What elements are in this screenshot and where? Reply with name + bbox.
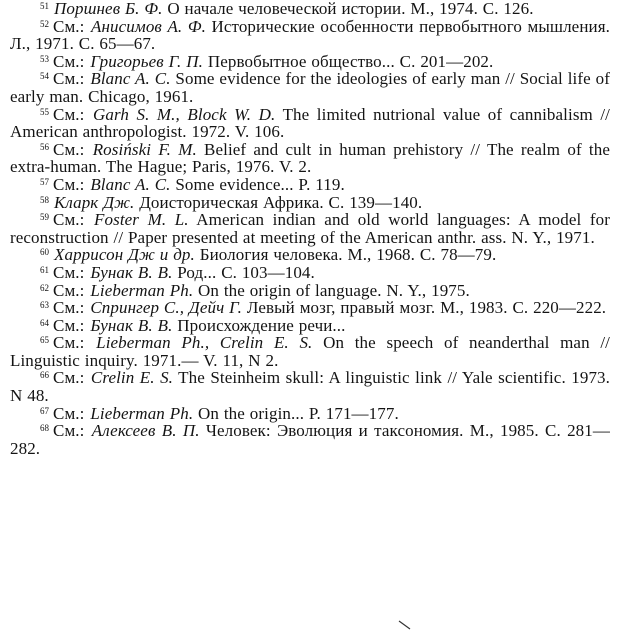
footnote-author: Blanc A. C. <box>90 69 171 89</box>
footnote-author: Бунак В. В. <box>90 262 173 282</box>
footnote-57 <box>10 176 610 194</box>
footnote-number: 66 <box>40 370 49 381</box>
footnote-title: Belief and cult in human prehistory // The realm of the extra-human. The Hague; Paris, 1976. V. 2. <box>10 139 610 177</box>
footnote-title: Левый мозг, правый мозг. М., 1983. С. 220—222. <box>241 298 607 318</box>
footnote-54 <box>10 70 610 105</box>
footnote-author: Алексеев В. П. <box>91 421 200 441</box>
footnote-author: Blanc A. C. <box>90 174 171 194</box>
footnote-number: 65 <box>40 335 49 346</box>
footnote-number: 54 <box>40 71 49 82</box>
footnote-title: On the origin of language. N. Y., 1975. <box>193 280 470 300</box>
footnote-number: 62 <box>40 282 49 293</box>
footnote-author: Lieberman Ph., Crelin E. S. <box>96 333 313 353</box>
footnote-number: 53 <box>40 53 49 64</box>
footnote-title: American indian and old world languages: A model for reconstruction // Paper presented at meeting of the American anthr. ass. N. Y., 1971. <box>10 210 610 247</box>
footnote-author: Rosiński F. M. <box>92 139 197 159</box>
footnote-number: 56 <box>40 141 49 152</box>
footnote-53 <box>10 53 610 71</box>
footnote-title: Первобытное общество... С. 201—202. <box>203 51 494 71</box>
footnote-title: The Steinheim skull: A linguistic link // Yale scientific. 1973. N 48. <box>10 368 610 406</box>
footnote-title: On the speech of neanderthal man // Linguistic inquiry. 1971.— V. 11, N 2. <box>10 333 610 370</box>
footnote-number: 63 <box>40 300 49 311</box>
footnote-title: Исторические особенности первобытного мышления. Л., 1971. С. 65—67. <box>10 16 610 54</box>
footnote-author: Харрисон Дж и др. <box>54 245 195 265</box>
footnote-number: 51 <box>40 1 49 11</box>
footnote-59 <box>10 211 610 246</box>
footnote-number: 68 <box>40 423 49 434</box>
footnote-title: О начале человеческой истории. М., 1974. С. 126. <box>162 0 534 18</box>
footnote-56 <box>10 141 610 176</box>
footnote-title: Род... С. 103—104. <box>172 262 315 282</box>
footnote-number: 61 <box>40 264 49 275</box>
footnote-55 <box>10 106 610 141</box>
footnote-title: Человек: Эволюция и таксономия. М., 1985. С. 281—282. <box>10 421 610 458</box>
footnote-number: 57 <box>40 176 49 187</box>
footnote-author: Garh S. M., Block W. D. <box>92 104 276 124</box>
footnote-author: Кларк Дж. <box>54 192 135 212</box>
footnote-63 <box>10 299 610 317</box>
footnote-61 <box>10 264 610 282</box>
footnote-number: 55 <box>40 106 49 117</box>
footnote-prefix: См.: <box>53 315 90 335</box>
footnote-51 <box>10 0 610 18</box>
footnote-title: Доисторическая Африка. С. 139—140. <box>134 192 423 212</box>
footnotes-page <box>10 0 610 457</box>
footnote-67 <box>10 405 610 423</box>
footnote-list <box>10 0 610 457</box>
footnote-author: Бунак В. В. <box>90 315 173 335</box>
footnote-prefix: См.: <box>53 210 94 230</box>
footnote-60 <box>10 246 610 264</box>
footnote-58 <box>10 194 610 212</box>
footnote-title: Происхождение речи... <box>172 315 346 335</box>
footnote-title: Some evidence... P. 119. <box>170 174 345 194</box>
footnote-author: Lieberman Ph. <box>90 403 194 423</box>
footnote-prefix: См.: <box>53 298 90 318</box>
footnote-number: 58 <box>40 194 49 205</box>
footnote-prefix: См.: <box>53 16 91 36</box>
footnote-prefix: См.: <box>53 421 91 441</box>
footnote-prefix: См.: <box>53 139 92 159</box>
footnote-64 <box>10 317 610 335</box>
footnote-prefix: См.: <box>53 262 90 282</box>
footnote-number: 59 <box>40 212 49 223</box>
footnote-prefix: См.: <box>53 104 92 124</box>
footnote-author: Foster M. L. <box>94 210 189 230</box>
footnote-author: Григорьев Г. П. <box>90 51 203 71</box>
footnote-author: Поршнев Б. Ф. <box>54 0 163 18</box>
footnote-title: The limited nutrional value of cannibalism // American anthropologist. 1972. V. 106. <box>10 104 611 142</box>
footnote-52 <box>10 18 610 53</box>
footnote-number: 64 <box>40 317 49 328</box>
footnote-number: 52 <box>40 18 49 29</box>
footnote-title: Биология человека. М., 1968. С. 78—79. <box>194 245 497 265</box>
footnote-prefix: См.: <box>53 403 90 423</box>
footnote-68 <box>10 422 610 457</box>
footnote-title: On the origin... P. 171—177. <box>193 403 399 423</box>
footnote-prefix: См.: <box>53 280 90 300</box>
footnote-66 <box>10 369 610 404</box>
footnote-prefix: См.: <box>53 368 90 388</box>
footnote-author: Анисимов А. Ф. <box>91 16 206 36</box>
footnote-62 <box>10 282 610 300</box>
footnote-prefix: См.: <box>53 333 96 353</box>
stray-mark <box>398 620 412 630</box>
footnote-prefix: См.: <box>53 51 90 71</box>
footnote-prefix: См.: <box>53 174 90 194</box>
footnote-title: Some evidence for the ideologies of early man // Social life of early man. Chicago, 1961. <box>10 69 610 106</box>
footnote-number: 60 <box>40 247 49 258</box>
footnote-author: Crelin E. S. <box>90 368 174 388</box>
footnote-author: Спрингер С., Дейч Г. <box>90 298 242 318</box>
footnote-number: 67 <box>40 405 49 416</box>
footnote-prefix: См.: <box>53 69 90 89</box>
footnote-author: Lieberman Ph. <box>90 280 194 300</box>
footnote-65 <box>10 334 610 369</box>
